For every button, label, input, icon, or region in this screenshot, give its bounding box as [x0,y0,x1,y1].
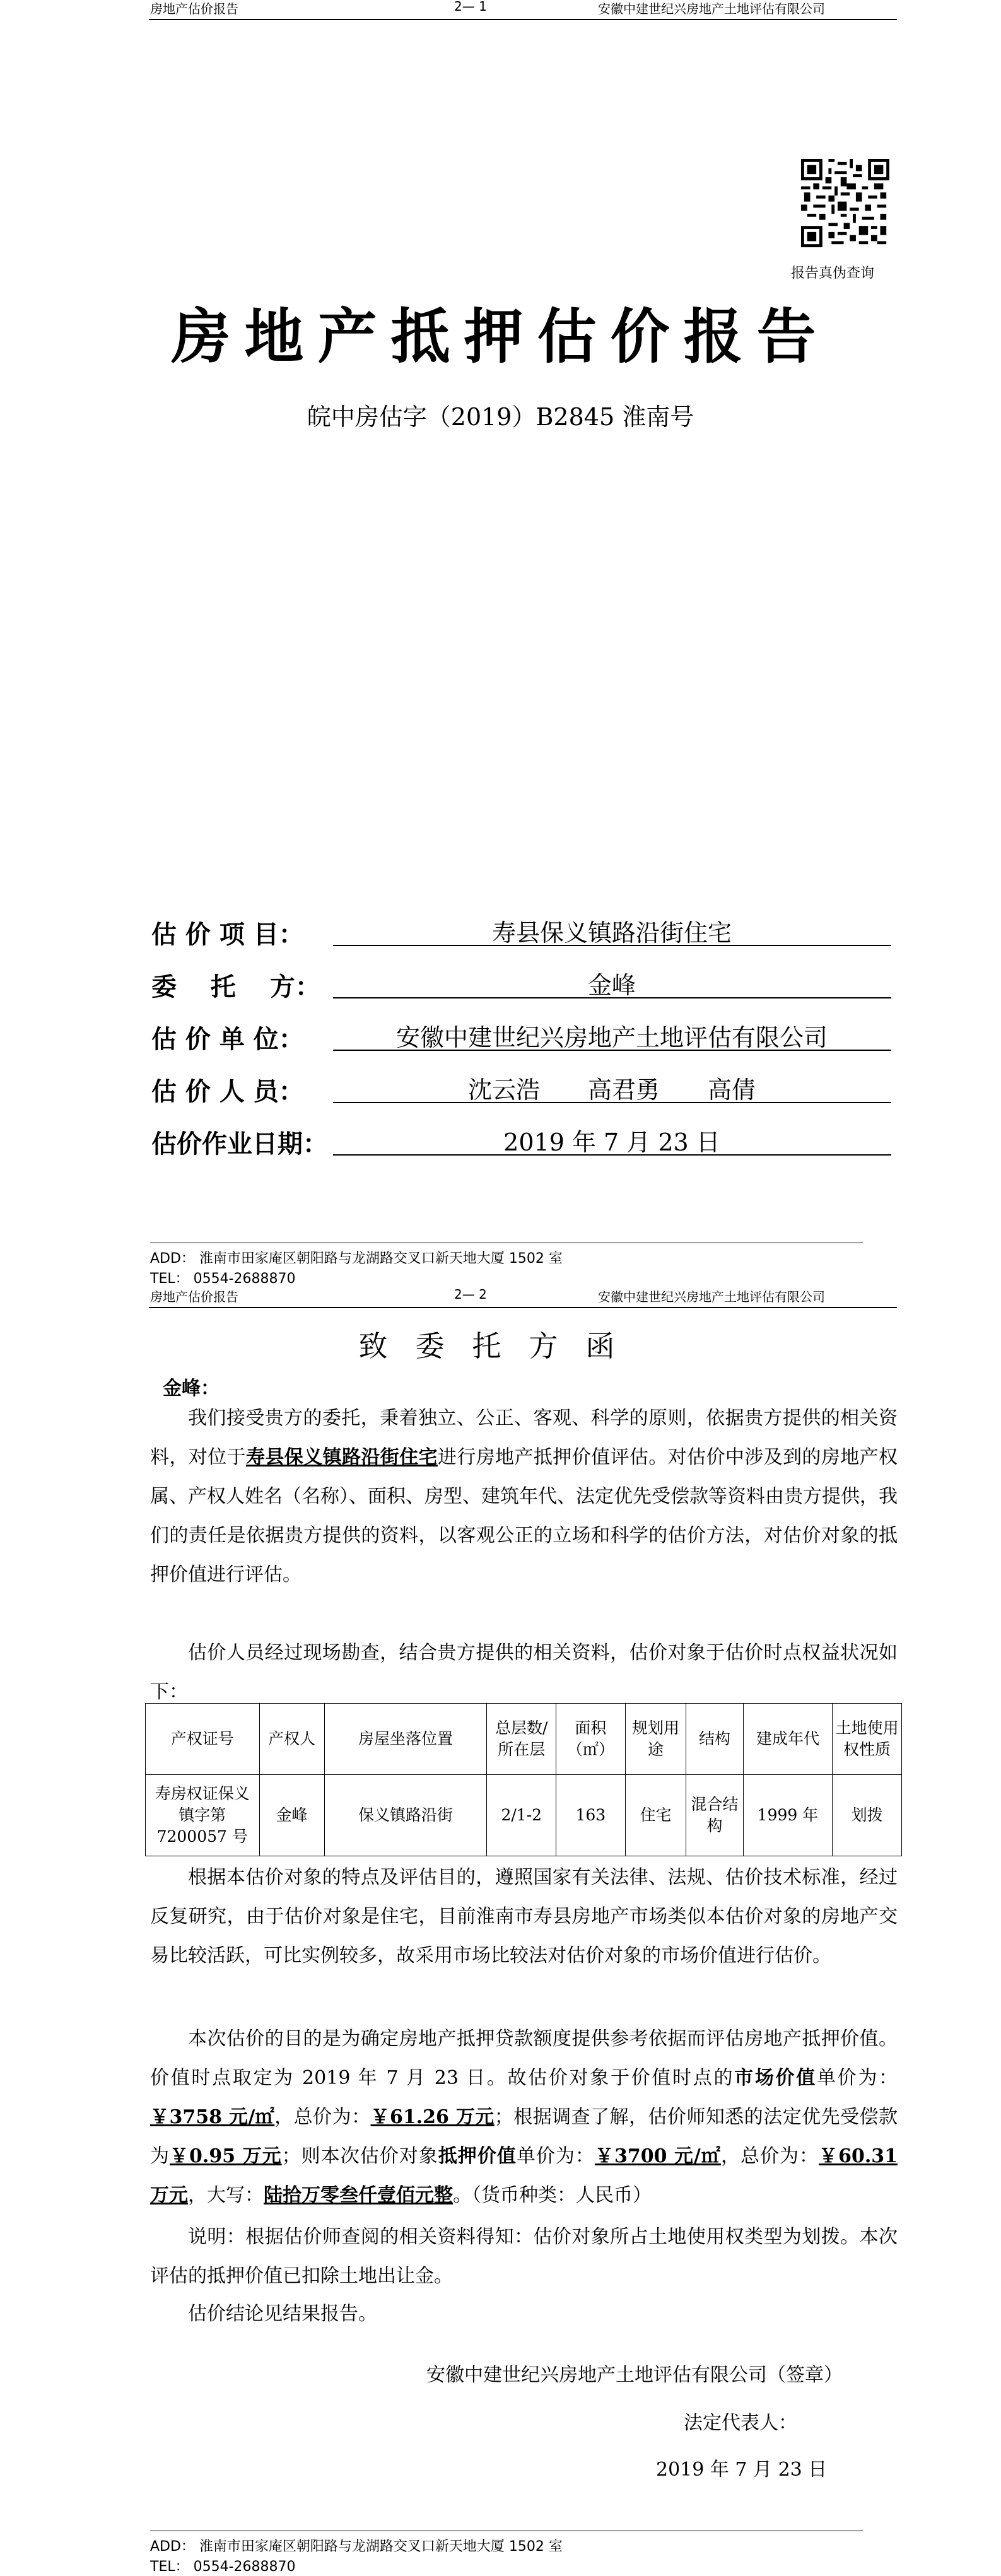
document-number: 皖中房估字（2019）B2845 淮南号 [307,403,694,431]
page1-header-page-number: 2— 1 [454,0,487,14]
letter-paragraph-2: 估价人员经过现场勘查，结合贵方提供的相关资料，估价对象于估价时点权益状况如下： [150,1642,898,1703]
signature-date: 2019 年 7 月 23 日 [656,2459,828,2481]
table-cell: 寿房权证保义镇字第 7200057 号 [146,1775,260,1856]
table-header-cell: 土地使用权性质 [833,1704,902,1775]
property-name: 寿县保义镇路沿街住宅 [245,1446,438,1468]
paragraph-text: 本次估价的目的是为确定房地产抵押贷款额度提供参考依据而评估房地产抵押价值。价值时点取定为 2019 年 7 月 23 日。故估价对象于价值时点的 [150,2028,898,2089]
field-value: 寿县保义镇路沿街住宅 [491,919,732,947]
table-cell: 混合结构 [686,1775,743,1856]
mortgage-value-label: 抵押价值 [438,2145,517,2167]
report-title: 房地产抵押估价报告 [171,302,830,372]
salutation: 金峰： [163,1378,220,1400]
paragraph-text: 我们接受贵方的委托，秉着独立、公正、客观、科学的原则，依据贵方提供的相关资料，对位于 [150,1407,898,1468]
field-value: 2019 年 7 月 23 日 [503,1128,720,1156]
priority-payment: ￥0.95 万元 [170,2145,282,2167]
table-header-cell: 房屋坐落位置 [324,1704,487,1775]
field-client [151,967,908,1005]
field-value: 沈云浩 高君勇 高倩 [467,1076,756,1104]
field-underline [333,1102,891,1103]
page2-footer-tel: TEL： 0554-2688870 [150,2559,296,2575]
table-header-cell: 产权证号 [146,1704,260,1775]
table-cell: 保义镇路沿街 [324,1775,487,1856]
field-label: 估 价 单 位： [151,1025,304,1054]
page2-header-rule [149,1307,897,1308]
field-label: 委 托 方： [151,973,320,1002]
field-appraisers [151,1072,908,1109]
paragraph-text: ；则本次估价对象 [281,2145,438,2167]
field-underline [333,1050,891,1051]
table-cell: 划拨 [833,1775,902,1856]
mortgage-total-price: ￥60.31 万元 [150,2145,898,2206]
page1-footer-tel: TEL： 0554-2688870 [150,1271,296,1287]
paragraph-text: ；根据调查了解，估价师知悉的法定优先受偿款为 [150,2106,898,2167]
page1-footer-address: ADD： 淮南市田家庵区朝阳路与龙湖路交叉口新天地大厦 1502 室 [150,1251,563,1267]
field-value: 安徽中建世纪兴房地产土地评估有限公司 [395,1024,828,1051]
signature-legal-representative: 法定代表人： [684,2412,797,2434]
market-unit-price: ￥3758 元/㎡ [150,2106,275,2128]
table-cell: 住宅 [625,1775,686,1856]
field-label: 估 价 人 员： [151,1077,304,1106]
property-info-table [145,1703,902,1856]
field-label: 估价作业日期： [151,1130,328,1159]
qr-code-icon[interactable] [801,159,889,247]
letter-paragraph-3: 根据本估价对象的特点及评估目的，遵照国家有关法律、法规、估价技术标准，经过反复研究，由于估价对象是住宅，目前淮南市寿县房地产市场类似本估价对象的房地产交易比较活跃，可比实例较多，故采用市场比较法对估价对象的市场价值进行估价。 [150,1866,898,1967]
market-total-price: ￥61.26 万元 [370,2106,495,2128]
page2-header-right: 安徽中建世纪兴房地产土地评估有限公司 [598,1289,825,1304]
table-cell: 2/1-2 [487,1775,556,1856]
page2-footer-address: ADD： 淮南市田家庵区朝阳路与龙湖路交叉口新天地大厦 1502 室 [150,2539,563,2555]
table-header-cell: 建成年代 [743,1704,833,1775]
table-row [146,1775,902,1856]
field-appraiser-company [151,1019,908,1057]
paragraph-text: ，总价为： [720,2145,819,2167]
field-label: 估 价 项 目： [151,920,304,949]
paragraph-text: 单价为： [516,2145,595,2167]
table-cell: 金峰 [259,1775,324,1856]
table-header-cell: 规划用途 [625,1704,686,1775]
field-value: 金峰 [587,971,636,999]
letter-title: 致委托方函 [358,1329,643,1363]
field-underline [333,945,891,946]
paragraph-text: 单价为： [816,2067,898,2089]
field-underline [333,1154,891,1156]
page1-header-left: 房地产估价报告 [150,1,238,16]
page2-header-page-number: 2— 2 [454,1287,487,1302]
paragraph-text: ，总价为： [274,2106,371,2128]
page2-header-left: 房地产估价报告 [150,1289,238,1304]
table-header-cell: 产权人 [259,1704,324,1775]
letter-paragraph-5: 说明：根据估价师查阅的相关资料得知：估价对象所占土地使用权类型为划拨。本次评估的抵押价值已扣除土地出让金。 [150,2226,898,2287]
field-project [151,915,908,952]
field-underline [333,997,891,998]
table-header-cell: 面积（㎡） [556,1704,626,1775]
mortgage-unit-price: ￥3700 元/㎡ [594,2145,721,2167]
table-cell: 1999 年 [743,1775,833,1856]
letter-paragraph-4 [150,2020,898,2215]
letter-paragraph-1 [150,1399,898,1595]
amount-in-words: 陆拾万零叁仟壹佰元整 [264,2184,453,2206]
paragraph-text: ，大写： [188,2184,264,2206]
page1-header-right: 安徽中建世纪兴房地产土地评估有限公司 [598,1,825,16]
letter-paragraph-6: 估价结论见结果报告。 [188,2303,377,2325]
paragraph-text: 进行房地产抵押价值评估。对估价中涉及到的房地产权属、产权人姓名（名称）、面积、房型、建筑年代、法定优先受偿款等资料由贵方提供，我们的责任是依据贵方提供的资料，以客观公正的立场和科学的估价方法，对估价对象的抵押价值进行评估。 [150,1446,898,1586]
qr-caption: 报告真伪查询 [791,266,875,281]
paragraph-text: 。（货币种类：人民币） [453,2184,652,2206]
market-value-label: 市场价值 [734,2067,817,2089]
table-cell: 163 [556,1775,626,1856]
table-header-cell: 总层数/所在层 [487,1704,556,1775]
table-header-row [146,1704,902,1775]
page1-header-rule [149,19,897,20]
field-work-date [151,1124,908,1162]
table-header-cell: 结构 [686,1704,743,1775]
signature-company: 安徽中建世纪兴房地产土地评估有限公司（签章） [426,2364,843,2386]
